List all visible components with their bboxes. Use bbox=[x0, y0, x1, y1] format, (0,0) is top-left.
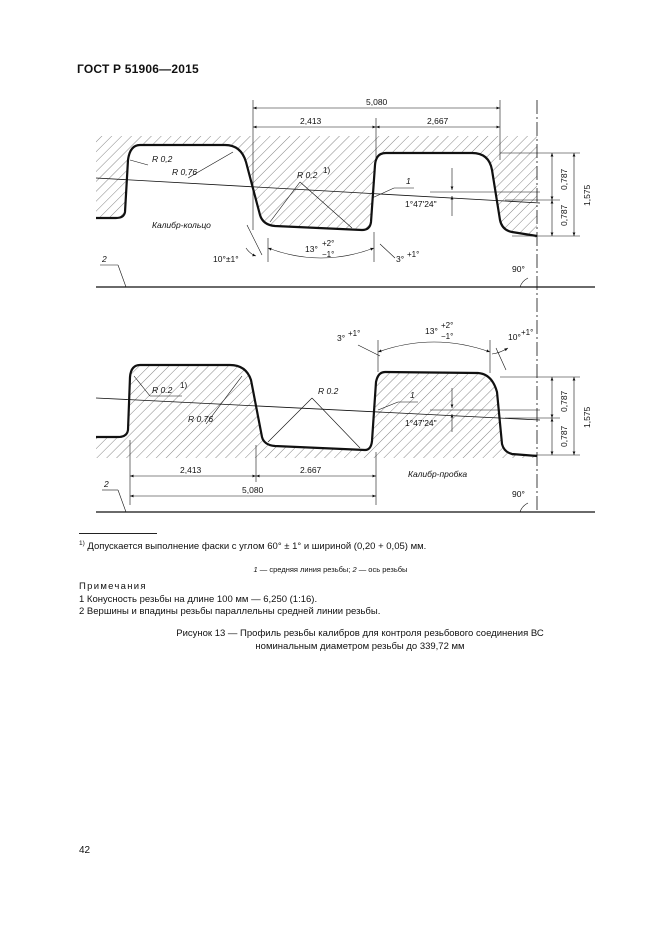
ring-r-small-mid-sup: 1) bbox=[323, 166, 331, 175]
plug-angle-90: 90° bbox=[512, 489, 525, 499]
ring-callout-number: 1 bbox=[406, 176, 411, 186]
ring-dim-left: 2,413 bbox=[300, 116, 322, 126]
ring-angle-90: 90° bbox=[512, 264, 525, 274]
legend-desc-2: — ось резьбы bbox=[356, 565, 408, 574]
page-number: 42 bbox=[79, 845, 91, 856]
plug-h-upper: 0,787 bbox=[559, 390, 569, 412]
plug-angle-left: 3° bbox=[337, 333, 346, 343]
note-item-1: 1 Конусность резьбы на длине 100 мм — 6,250 (1:16). bbox=[79, 593, 318, 605]
ring-label: Калибр-кольцо bbox=[152, 220, 211, 230]
ring-angle-right-leader bbox=[380, 244, 395, 258]
ring-angle-left: 10°±1° bbox=[213, 254, 239, 264]
ring-r-large: R 0,76 bbox=[172, 167, 198, 177]
plug-h-lower: 0,787 bbox=[559, 425, 569, 447]
ring-angle-right-sup: +1° bbox=[407, 250, 420, 259]
ring-r-small-left: R 0,2 bbox=[152, 154, 173, 164]
plug-angle-mid-arc bbox=[378, 342, 490, 352]
footnote-rule bbox=[79, 533, 157, 534]
plug-dim-total: 5,080 bbox=[242, 485, 264, 495]
ring-dim-total: 5,080 bbox=[366, 97, 388, 107]
ring-angle-left-ext bbox=[247, 225, 262, 255]
ring-h-lower: 0,787 bbox=[559, 204, 569, 226]
plug-label: Калибр-пробка bbox=[408, 469, 468, 479]
legend-desc-1: — средняя линия резьбы; bbox=[257, 565, 353, 574]
ring-callout-leader bbox=[372, 188, 394, 198]
ring-axis-number: 2 bbox=[102, 254, 107, 264]
plug-angle-mid-plus: +2° bbox=[441, 321, 454, 330]
plug-angle-mid: 13° bbox=[425, 326, 438, 336]
plug-r-large: R 0.76 bbox=[188, 414, 214, 424]
figure-caption bbox=[130, 627, 590, 653]
note-item-2: 2 Вершины и впадины резьбы параллельны средней линии резьбы. bbox=[79, 606, 381, 617]
plug-angle-mid-minus: −1° bbox=[441, 332, 454, 341]
plug-taper-angle: 1°47'24" bbox=[405, 418, 437, 428]
plug-r-mid-leader-a bbox=[268, 398, 312, 442]
legend-number-2: 2 bbox=[352, 565, 357, 574]
plug-h-total: 1,575 bbox=[582, 406, 592, 428]
footnote-marker: 1) bbox=[79, 540, 85, 547]
ring-angle-mid-plus: +2° bbox=[322, 239, 335, 248]
ring-angle-right: 3° bbox=[396, 254, 405, 264]
ring-h-upper: 0,787 bbox=[559, 168, 569, 190]
notes-block bbox=[79, 581, 380, 619]
ring-h-total: 1,575 bbox=[582, 184, 592, 206]
plug-90-arc bbox=[520, 503, 528, 512]
legend-number-1: 1 bbox=[253, 565, 258, 574]
notes-heading: Примечания bbox=[79, 581, 147, 592]
plug-r-mid-leader-b bbox=[312, 398, 360, 448]
plug-axis-callout-leader bbox=[118, 490, 126, 512]
plug-angle-left-leader bbox=[358, 345, 380, 356]
ring-r-small-mid: R 0,2 bbox=[297, 170, 318, 180]
plug-angle-right-arc bbox=[492, 348, 508, 354]
ring-angle-left-arc bbox=[246, 248, 256, 256]
plug-r-small-mid: R 0.2 bbox=[318, 386, 339, 396]
plug-dim-left: 2,413 bbox=[180, 465, 202, 475]
plug-angle-right-sup: +1° bbox=[521, 328, 534, 337]
plug-angle-left-sup: +1° bbox=[348, 329, 361, 338]
ring-gauge-figure bbox=[96, 97, 595, 287]
plug-axis-number: 2 bbox=[104, 479, 109, 489]
plug-dim-right: 2.667 bbox=[300, 465, 322, 475]
ring-angle-mid: 13° bbox=[305, 244, 318, 254]
caption-line-2: номинальным диаметром резьбы до 339,72 мм bbox=[255, 641, 465, 652]
ring-angle-mid-minus: −1° bbox=[322, 250, 335, 259]
plug-angle-right: 10° bbox=[508, 332, 521, 342]
ring-axis-callout-leader bbox=[118, 265, 126, 287]
plug-gauge-figure bbox=[96, 321, 595, 512]
document-header: ГОСТ Р 51906—2015 bbox=[77, 62, 199, 76]
ring-90-arc bbox=[520, 278, 528, 287]
ring-taper-angle: 1°47'24" bbox=[405, 199, 437, 209]
ring-dim-right: 2,667 bbox=[427, 116, 449, 126]
plug-hatch-area bbox=[96, 365, 537, 458]
figure-legend bbox=[0, 565, 661, 574]
plug-r-small-left-sup: 1) bbox=[180, 381, 188, 390]
plug-callout-number: 1 bbox=[410, 390, 415, 400]
caption-line-1: Рисунок 13 — Профиль резьбы калибров для контроля резьбового соединения ВС bbox=[176, 628, 544, 639]
footnote-text: Допускается выполнение фаски с углом 60° ± 1° и шириной (0,20 + 0,05) мм. bbox=[87, 541, 427, 553]
ring-r-small-leader bbox=[130, 160, 148, 165]
footnote bbox=[79, 540, 426, 552]
plug-r-small-left: R 0.2 bbox=[152, 385, 173, 395]
ring-angle-mid-arc bbox=[268, 248, 374, 258]
